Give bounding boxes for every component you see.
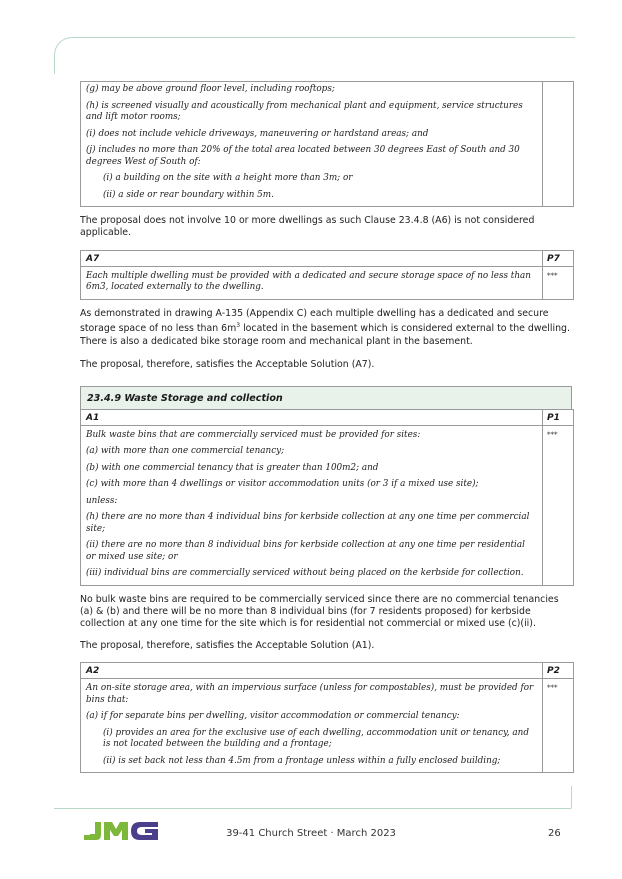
list-item: unless: xyxy=(86,495,118,506)
list-item: (g) may be above ground floor level, including rooftops; xyxy=(86,84,335,94)
list-item: Bulk waste bins that are commercially serviced must be provided for sites: xyxy=(86,429,421,440)
list-item: (iii) individual bins are commercially serviced without being placed on the kerbside for collection. xyxy=(86,568,524,579)
page-frame-bottom xyxy=(54,786,572,809)
sub-list-item: (ii) is set back not less than 4.5m from a frontage unless within a fully enclosed building; xyxy=(103,755,501,766)
paragraph-text: As demonstrated in drawing A-135 (Appendix C) each multiple dwelling has a dedicated and secure storage space of no less than 6m xyxy=(80,307,549,335)
criteria-table-continued xyxy=(80,81,574,207)
list-item: (ii) there are no more than 8 individual bins for kerbside collection at any one time per residential or mixed use site; or xyxy=(86,540,525,562)
redacted-marker: *** xyxy=(547,430,558,439)
paragraph-text: located in the basement which is considered external to the dwelling. There is also a dedicated bike storage room and mechanical plant in the basement. xyxy=(80,323,570,347)
criteria-cell xyxy=(81,250,543,299)
footer-text: 39-41 Church Street · March 2023 xyxy=(226,828,396,839)
criteria-cell xyxy=(81,82,543,207)
sub-list-item: (i) a building on the site with a height more than 3m; or xyxy=(103,173,353,183)
sub-list-item: (ii) a side or rear boundary within 5m. xyxy=(103,189,274,200)
acceptable-solution-heading: A7 xyxy=(81,251,542,267)
side-cell xyxy=(543,250,574,299)
body-paragraph: The proposal, therefore, satisfies the Acceptable Solution (A7). xyxy=(80,359,375,371)
redacted-marker: *** xyxy=(547,684,558,693)
criteria-text: Each multiple dwelling must be provided with a dedicated and secure storage space of no less than 6m3, located externally to the dwelling. xyxy=(86,270,531,293)
acceptable-solution-heading: A2 xyxy=(81,663,542,679)
criteria-cell xyxy=(81,409,543,585)
list-item: An on-site storage area, with an impervious surface (unless for compostables), must be provided for bins that: xyxy=(86,683,534,705)
page-frame-top xyxy=(54,37,575,74)
performance-criteria-heading: P2 xyxy=(543,663,573,679)
list-item: (a) if for separate bins per dwelling, visitor accommodation or commercial tenancy: xyxy=(86,711,460,722)
body-paragraph: The proposal does not involve 10 or more dwellings as such Clause 23.4.8 (A6) is not considered applicable. xyxy=(80,215,535,239)
criteria-table-a1 xyxy=(80,409,574,586)
section-title: 23.4.9 Waste Storage and collection xyxy=(80,386,572,409)
list-item: (h) is screened visually and acoustically from mechanical plant and equipment, service structures and lift motor rooms; xyxy=(86,100,523,122)
sub-list-item: (i) provides an area for the exclusive use of each dwelling, accommodation unit or tenancy, and is not located between the building and a frontage; xyxy=(103,727,529,750)
body-paragraph xyxy=(80,308,572,348)
side-cell xyxy=(543,663,574,773)
body-paragraph: The proposal, therefore, satisfies the Acceptable Solution (A1). xyxy=(80,639,375,651)
list-item: (i) does not include vehicle driveways, maneuvering or hardstand areas; and xyxy=(86,128,429,139)
criteria-table-a2 xyxy=(80,662,574,773)
list-item: (a) with more than one commercial tenancy; xyxy=(86,446,285,457)
side-cell xyxy=(543,409,574,585)
criteria-table-a7 xyxy=(80,250,574,300)
side-cell xyxy=(543,82,574,207)
acceptable-solution-heading: A1 xyxy=(81,410,542,426)
performance-criteria-heading: P7 xyxy=(543,251,573,267)
list-item: (c) with more than 4 dwellings or visitor accommodation units (or 3 if a mixed use site); xyxy=(86,479,479,490)
list-item: (b) with one commercial tenancy that is greater than 100m2; and xyxy=(86,462,379,473)
superscript: 3 xyxy=(236,322,241,330)
criteria-cell xyxy=(81,663,543,773)
performance-criteria-heading: P1 xyxy=(543,410,573,426)
list-item: (j) includes no more than 20% of the total area located between 30 degrees East of South and 30 degrees West of South of: xyxy=(86,145,520,167)
body-paragraph: No bulk waste bins are required to be commercially serviced since there are no commercial tenancies (a) & (b) and there will be no more than 8 individual bins (for 7 residents proposed) for kerbside collection at any one time for the site which is for residential not commercial or mixed use (c)(ii). xyxy=(80,593,559,630)
redacted-marker: *** xyxy=(547,271,558,280)
page-number: 26 xyxy=(548,828,561,839)
page-content xyxy=(80,81,572,773)
list-item: (h) there are no more than 4 individual bins for kerbside collection at any one time per commercial site; xyxy=(86,512,530,534)
